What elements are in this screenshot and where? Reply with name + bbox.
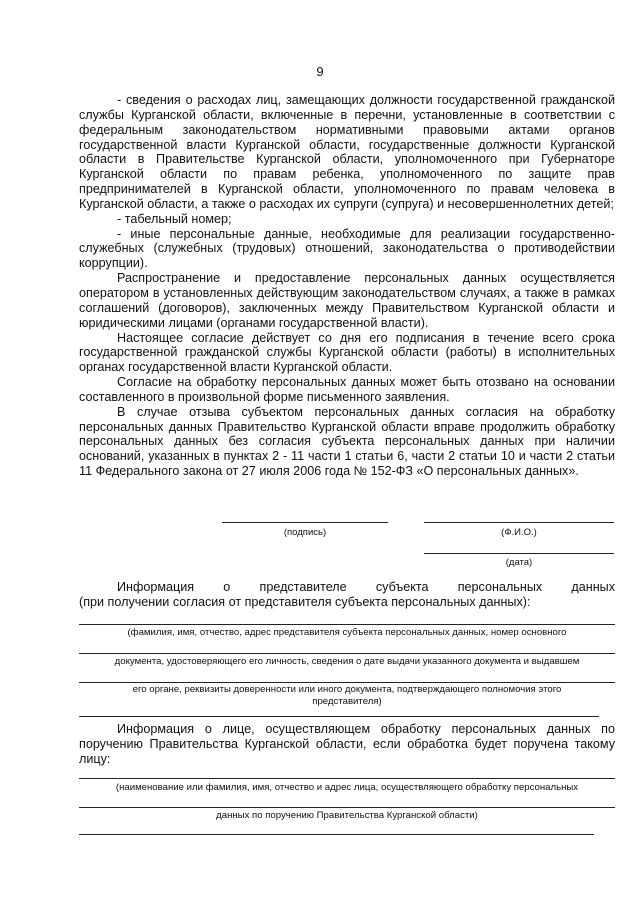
representative-caption-3: его органе, реквизиты доверенности или иного документа, подтверждающего полномочия этого [132, 684, 562, 695]
processor-line-2[interactable] [79, 807, 615, 808]
processor-heading: Информация о лице, осуществляющем обработку персональных данных по поручению Правительства Курганской области, если обработка будет поручена такому лицу: [79, 722, 615, 766]
representative-line-2[interactable] [79, 653, 615, 654]
representative-line-1[interactable] [79, 624, 615, 625]
representative-line-3[interactable] [79, 682, 615, 683]
representative-caption-1: (фамилия, имя, отчество, адрес представителя субъекта персональных данных, номер основного [127, 627, 567, 638]
full-name-caption: (Ф.И.О.) [501, 527, 537, 538]
processor-line-3[interactable] [79, 834, 594, 835]
representative-caption-4: представителя) [312, 696, 382, 707]
full-name-line[interactable] [424, 522, 614, 523]
paragraph-after-withdrawal: В случае отзыва субъектом персональных данных согласия на обработку персональных данных Правительство Курганской области вправе продолжить обработку персональных данных без согласия субъекта персональных данных при наличии оснований, указанных в пунктах 2 - 11 части 1 статьи 6, части 2 статьи 10 и части 2 статьи 11 Федерального закона от 27 июля 2006 года № 152-ФЗ «О персональных данных». [79, 404, 615, 479]
signature-caption: (подпись) [283, 527, 327, 538]
representative-line-4[interactable] [79, 716, 599, 717]
date-line[interactable] [424, 553, 614, 554]
date-caption: (дата) [505, 557, 533, 568]
page-number: 9 [316, 64, 324, 79]
representative-heading [79, 580, 615, 610]
representative-caption-2: документа, удостоверяющего его личность, сведения о дате выдачи указанного документа и выдавшем [114, 656, 580, 667]
processor-line-1[interactable] [79, 778, 615, 779]
processor-heading-block [79, 722, 615, 767]
signature-line[interactable] [222, 522, 388, 523]
representative-heading-line1: Информация о представителе субъекта персональных данных [117, 580, 615, 594]
paragraph-expenses-info: - сведения о расходах лиц, замещающих должности государственной гражданской службы Курганской области, включенные в перечни, установленные в соответствии с федеральным законодательством нормативными правовыми актами органов государственной власти Курганской области, государственные должности Курганской области в Правительстве Курганской области, уполномоченного при Губернаторе Курганской области по правам ребенка, уполномоченного по защите прав предпринимателей в Курганской области, уполномоченного по правам человека в Курганской области, а также о расходах их супруги (супруга) и несовершеннолетних детей; [79, 93, 615, 211]
paragraph-other-personal-data: - иные персональные данные, необходимые для реализации государственно-служебных (служебных (трудовых) отношений, законодательства о противодействии коррупции). [79, 226, 615, 271]
paragraph-personnel-number: - табельный номер; [117, 211, 232, 226]
representative-heading-line2: (при получении согласия от представителя субъекта персональных данных): [79, 595, 531, 609]
paragraph-distribution: Распространение и предоставление персональных данных осуществляется оператором в установленных действующим законодательством случаях, а также в рамках соглашений (договоров), заключенных между Правительством Курганской области и юридическими лицами (органами государственной власти). [79, 271, 615, 330]
paragraph-withdrawal: Согласие на обработку персональных данных может быть отозвано на основании составленного в произвольной форме письменного заявления. [79, 375, 615, 404]
processor-caption-2: данных по поручению Правительства Курганской области) [216, 810, 478, 821]
processor-caption-1: (наименование или фамилия, имя, отчество и адрес лица, осуществляющего обработку персональных [115, 782, 579, 793]
paragraph-validity: Настоящее согласие действует со дня его подписания в течение всего срока государственной гражданской службы Курганской области (работы) в исполнительных органах государственной власти Курганской области. [79, 330, 615, 375]
consent-body [79, 93, 615, 479]
